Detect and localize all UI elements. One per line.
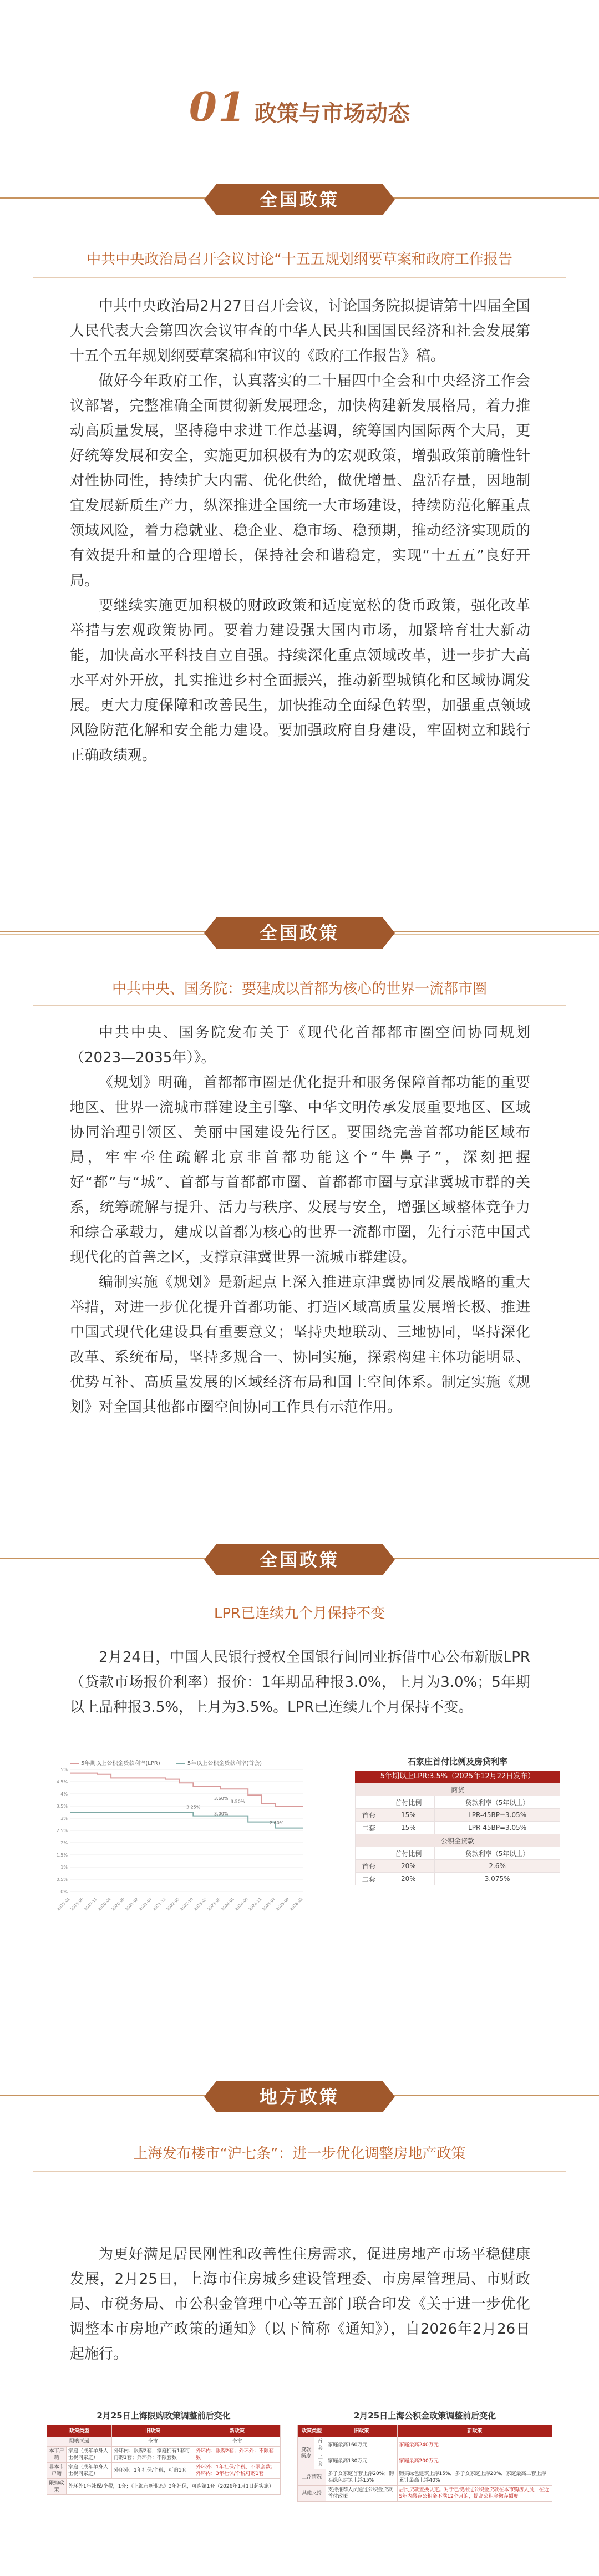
paragraph: 做好今年政府工作，认真落实的二十届四中全会和中央经济工作会议部署，完整准确全面贯彻新发展理念，加快构建新发展格局，着力推动高质量发展，坚持稳中求进工作总基调，统筹国内国际两个大局，更好统筹发展和安全，实施更加积极有为的宏观政策，增强政策前瞻性针对性协同性，持续扩大内需、优化供给，做优增量、盘活存量，因地制宜发展新质生产力，纵深推进全国统一大市场建设，持续防范化解重点领域风险，着力稳就业、稳企业、稳市场、稳预期，推动经济实现质的有效提升和量的合理增长，保持社会和谐稳定，实现“十五五”良好开局。 bbox=[70, 373, 530, 589]
lpr-head: 贷款利率（5年以上） bbox=[435, 1847, 560, 1860]
x-tick-label: 2020-04 bbox=[97, 1896, 112, 1912]
x-tick-label: 2023-08 bbox=[206, 1896, 222, 1912]
provident-grid: 政策类型 旧政策 新政策 贷款额度 首套 家庭最高160万元 家庭最高240万元 二套 家庭最高130万元 家庭最高200万元 上浮情况 多子女家庭首套上浮20%；购买绿色建筑上浮15% 购买绿色建筑上浮15%，多子女家庭上浮20%，家庭最高二套上浮累计最高上浮40% 其他支持 支持推荐人员通过公积金贷款首付政策 居民贷款置换认定。对于已使用过公积金贷款在本市购房人员，在近5年内缴存公积金不满12个月的，提高公积金缴存额度 bbox=[297, 2425, 552, 2502]
x-tick-label: 2022-05 bbox=[165, 1896, 181, 1912]
table-row: 限购区域 全市 全市 bbox=[47, 2437, 281, 2447]
article3-body bbox=[70, 1645, 530, 1720]
paragraph: 2月24日，中国人民银行授权全国银行间同业拆借中心公布新版LPR（贷款市场报价利率）报价：1年期品种报3.0%，上月为3.0%；5年期以上品种报3.5%，上月为3.5%。LPR已连续九个月保持不变。 bbox=[70, 1649, 530, 1716]
band-national-1 bbox=[0, 176, 599, 221]
paragraph: 中共中央、国务院发布关于《现代化首都都市圈空间协同规划（2023—2035年）》。 bbox=[70, 1025, 530, 1066]
provident-fund-table bbox=[297, 2410, 552, 2502]
y-tick-label: 4.5% bbox=[56, 1779, 68, 1784]
article4-subtitle: 上海发布楼市“沪七条”：进一步优化调整房地产政策 bbox=[133, 2146, 466, 2162]
table-row: 二套 20% 3.075% bbox=[356, 1873, 560, 1885]
x-tick-label: 2025-04 bbox=[261, 1896, 277, 1912]
chart-legend bbox=[70, 1758, 276, 1767]
band-local bbox=[0, 2073, 599, 2118]
table-title: 2月25日上海公积金政策调整前后变化 bbox=[353, 2411, 496, 2421]
data-label: 2.60% bbox=[270, 1821, 284, 1825]
data-label: 3.00% bbox=[214, 1811, 229, 1817]
table-row: 非本市户籍 家庭（成年单身人士视同家庭） 外环外：1年社保/个税，可购1套 外环外：1年社保/个税，不限套数；外环内：3年社保/个税可购1套 bbox=[47, 2463, 281, 2479]
x-tick-label: 2020-09 bbox=[110, 1896, 126, 1912]
section-heading: 政策与市场动态 bbox=[255, 101, 410, 126]
table-row: 首套 20% 2.6% bbox=[356, 1860, 560, 1873]
table-title: 2月25日上海限购政策调整前后变化 bbox=[97, 2411, 231, 2421]
article1-subtitle: 中共中央政治局召开会议讨论“十五五规划纲要草案和政府工作报告 bbox=[87, 251, 512, 268]
paragraph: 编制实施《规划》是新起点上深入推进京津冀协同发展战略的重大举措，对进一步优化提升首都功能、打造区域高质量发展增长极、推进中国式现代化建设具有重要意义；坚持央地联动、三地协同，坚持深化改革、系统布局，坚持多规合一、协同实施，探索构建主体功能明显、优势互补、高质量发展的区域经济布局和国土空间体系。制定实施《规划》对全国其他都市圈空间协同工作具有示范作用。 bbox=[70, 1274, 530, 1416]
x-tick-label: 2024-01 bbox=[220, 1896, 235, 1912]
table-row: 其他支持 支持推荐人员通过公积金贷款首付政策 居民贷款置换认定。对于已使用过公积金贷款在本市购房人员，在近5年内缴存公积金不满12个月的，提高公积金缴存额度 bbox=[298, 2486, 552, 2502]
lpr-banner: 5年期以上LPR:3.5%（2025年12月22日发布） bbox=[355, 1771, 560, 1783]
y-tick-label: 1.5% bbox=[56, 1853, 68, 1858]
lpr-grid bbox=[355, 1783, 560, 1885]
data-label: 3.50% bbox=[231, 1799, 245, 1804]
x-tick-label: 2021-02 bbox=[124, 1896, 139, 1912]
table-row: 本市户籍 家庭（成年单身人士视同家庭） 外环内：限购2套，家庭拥有1套可再购1套；外环外：不限套数 外环内：限购2套；外环外：不限套数 bbox=[47, 2447, 281, 2463]
article3-subtitle: LPR已连续九个月保持不变 bbox=[214, 1605, 385, 1622]
x-tick-label: 2019-06 bbox=[69, 1896, 85, 1912]
lpr-head: 贷款利率（5年以上） bbox=[435, 1796, 560, 1809]
lpr-section-provident: 公积金贷款 bbox=[356, 1834, 560, 1847]
table-row: 限购政策 外环外1年社保/个税，1套；《上海市新业态》3年社保，可购第1套（2026年1月1日起实施） bbox=[47, 2479, 281, 2495]
lpr-rate-table bbox=[355, 1756, 560, 1885]
x-tick-label: 2022-10 bbox=[179, 1896, 194, 1912]
band-national-2 bbox=[0, 910, 599, 954]
lpr-head: 首付比例 bbox=[382, 1847, 435, 1860]
x-tick-label: 2019-11 bbox=[83, 1896, 98, 1912]
table-row: 二套 家庭最高130万元 家庭最高200万元 bbox=[298, 2453, 552, 2469]
lpr-table-title: 石家庄首付比例及房贷利率 bbox=[407, 1757, 507, 1767]
band-label: 全国政策 bbox=[216, 917, 383, 949]
lpr-section-commercial: 商贷 bbox=[356, 1783, 560, 1796]
y-tick-label: 3.5% bbox=[56, 1804, 68, 1809]
divider bbox=[33, 2171, 566, 2172]
x-tick-label: 2019-01 bbox=[56, 1896, 71, 1912]
lpr-line-chart bbox=[48, 1758, 314, 1914]
y-tick-label: 0.5% bbox=[56, 1877, 68, 1882]
series-line-provident bbox=[70, 1812, 303, 1828]
x-tick-label: 2023-03 bbox=[193, 1896, 208, 1912]
band-label: 地方政策 bbox=[216, 2081, 383, 2112]
chart-svg bbox=[48, 1758, 314, 1914]
x-tick-label: 2024-11 bbox=[247, 1896, 263, 1912]
table-row: 上浮情况 多子女家庭首套上浮20%；购买绿色建筑上浮15% 购买绿色建筑上浮15%，多子女家庭上浮20%，家庭最高二套上浮累计最高上浮40% bbox=[298, 2469, 552, 2486]
legend-item: 5年以上公积金贷款利率(首套) bbox=[176, 1761, 262, 1767]
section-number: 01 bbox=[189, 83, 247, 130]
table-row: 二套 15% LPR-45BP=3.05% bbox=[356, 1822, 560, 1834]
x-tick-label: 2024-06 bbox=[234, 1896, 249, 1912]
band-national-3 bbox=[0, 1537, 599, 1581]
purchase-grid: 政策类型 旧政策 新政策 限购区域 全市 全市 本市户籍 家庭（成年单身人士视同家庭） 外环内：限购2套，家庭拥有1套可再购1套；外环外：不限套数 外环内：限购2套；外环外：不限套数 非本市户籍 家庭（成年单身人士视同家庭） 外环外：1年社保/个税，可购1套 外环外：1年社保/个税，不限套数；外环内：3年社保/个税可购1套 限购政策 外环外1年社保/个税，1套；《上海市新业态》3年社保，可购第1套（2026年1月1日起实施） bbox=[47, 2425, 281, 2495]
table-row: 贷款额度 首套 家庭最高160万元 家庭最高240万元 bbox=[298, 2437, 552, 2453]
article2-subtitle: 中共中央、国务院：要建成以首都为核心的世界一流都市圈 bbox=[111, 981, 487, 997]
paragraph: 《规划》明确，首都都市圈是优化提升和服务保障首都功能的重要地区、世界一流城市群建设主引擎、中华文明传承发展重要地区、区域协同治理引领区、美丽中国建设先行区。要围绕完善首都功能区域布局，牢牢牵住疏解北京非首都功能这个“牛鼻子”，深刻把握好“都”与“城”、首都与首都都市圈、首都都市圈与京津冀城市群的关系，统筹疏解与提升、活力与秩序、发展与安全，增强区域整体竞争力和综合承载力，建成以首都为核心的世界一流都市圈，先行示范中国式现代化的首善之区，支撑京津冀世界一流城市群建设。 bbox=[70, 1074, 530, 1266]
divider bbox=[33, 1005, 566, 1006]
data-label: 3.60% bbox=[214, 1796, 229, 1801]
paragraph: 要继续实施更加积极的财政政策和适度宽松的货币政策，强化改革举措与宏观政策协同。要着力建设强大国内市场，加紧培育壮大新动能，加快高水平科技自立自强。持续深化重点领域改革，进一步扩大高水平对外开放，扎实推进乡村全面振兴，推动新型城镇化和区域协调发展。更大力度保障和改善民生，加快推动全面绿色转型，加强重点领域风险防范化解和安全能力建设。要加强政府自身建设，牢固树立和践行正确政绩观。 bbox=[70, 597, 530, 764]
purchase-policy-table bbox=[47, 2410, 281, 2495]
divider bbox=[33, 277, 566, 278]
x-tick-label: 2021-12 bbox=[152, 1896, 167, 1912]
y-tick-label: 2% bbox=[60, 1840, 68, 1845]
series-line-lpr bbox=[70, 1773, 303, 1806]
x-tick-label: 2026-02 bbox=[289, 1896, 304, 1912]
y-tick-label: 3% bbox=[60, 1816, 68, 1821]
x-tick-label: 2021-07 bbox=[138, 1896, 153, 1912]
article1-body bbox=[70, 294, 530, 768]
y-tick-label: 2.5% bbox=[56, 1828, 68, 1833]
data-label: 3.25% bbox=[186, 1804, 201, 1810]
y-tick-label: 5% bbox=[60, 1767, 68, 1772]
band-label: 全国政策 bbox=[216, 184, 383, 215]
article4-body bbox=[70, 2242, 530, 2367]
paragraph: 为更好满足居民刚性和改善性住房需求，促进房地产市场平稳健康发展，2月25日，上海市住房城乡建设管理委、市房屋管理局、市财政局、市税务局、市公积金管理中心等五部门联合印发《关于进一步优化调整本市房地产政策的通知》（以下简称《通知》），自2026年2月26日起施行。 bbox=[70, 2246, 530, 2362]
x-tick-label: 2025-09 bbox=[275, 1896, 290, 1912]
y-tick-label: 0% bbox=[60, 1889, 68, 1894]
article2-body bbox=[70, 1021, 530, 1420]
legend-item: 5年期以上公积金贷款利率(LPR) bbox=[70, 1761, 160, 1767]
paragraph: 中共中央政治局2月27日召开会议，讨论国务院拟提请第十四届全国人民代表大会第四次会议审查的中华人民共和国国民经济和社会发展第十五个五年规划纲要草案稿和审议的《政府工作报告》稿。 bbox=[70, 298, 530, 364]
table-row: 首套 15% LPR-45BP=3.05% bbox=[356, 1809, 560, 1822]
band-label: 全国政策 bbox=[216, 1544, 383, 1575]
y-tick-label: 4% bbox=[60, 1792, 68, 1797]
lpr-head: 首付比例 bbox=[382, 1796, 435, 1809]
y-tick-label: 1% bbox=[60, 1865, 68, 1870]
section-title bbox=[0, 83, 599, 130]
